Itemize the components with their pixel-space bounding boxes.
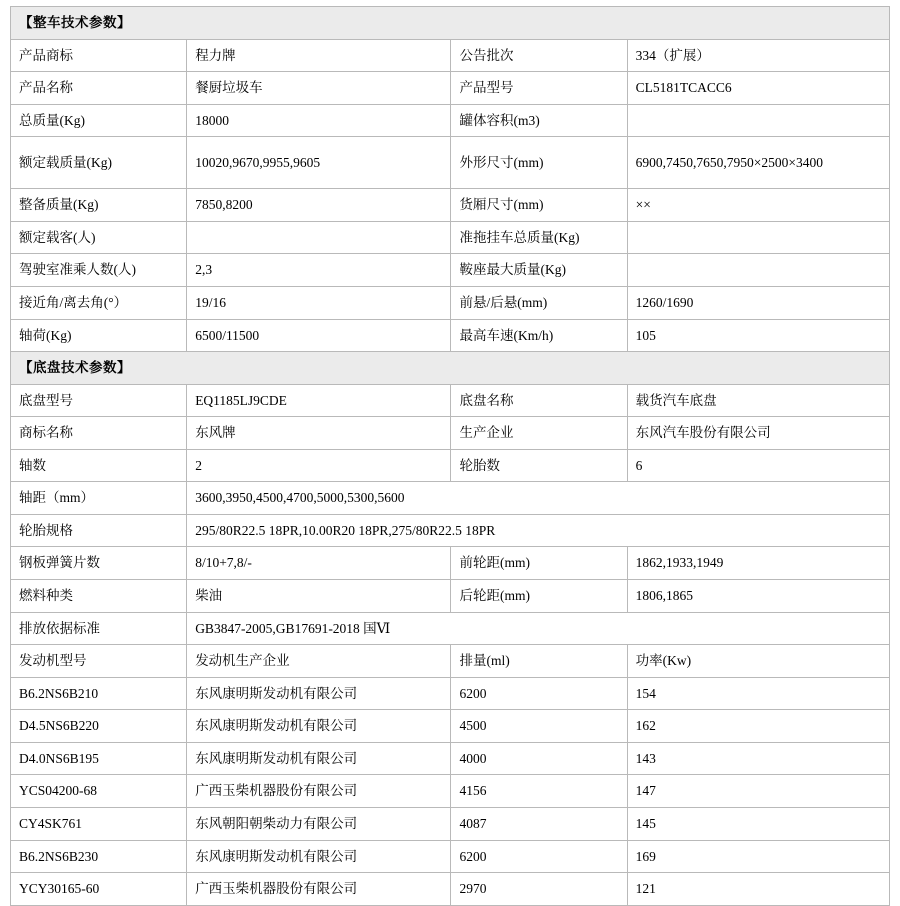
row-label: 额定载客(人): [11, 221, 187, 254]
table-row: [11, 449, 890, 482]
engine-displacement: 6200: [451, 840, 627, 873]
table-row: [11, 319, 890, 352]
engine-manufacturer: 东风康明斯发动机有限公司: [187, 677, 451, 710]
table-row: [11, 807, 890, 840]
engine-model: YCS04200-68: [11, 775, 187, 808]
row-label: 产品型号: [451, 72, 627, 105]
row-value: 3600,3950,4500,4700,5000,5300,5600: [187, 482, 890, 515]
row-value: 18000: [187, 104, 451, 137]
table-row: [11, 72, 890, 105]
row-value: GB3847-2005,GB17691-2018 国Ⅵ: [187, 612, 890, 645]
row-label: 外形尺寸(mm): [451, 137, 627, 189]
row-value: 6: [627, 449, 889, 482]
row-value: [627, 221, 889, 254]
section-title-vehicle: 【整车技术参数】: [11, 7, 890, 40]
row-value: 1806,1865: [627, 580, 889, 613]
row-value: 295/80R22.5 18PR,10.00R20 18PR,275/80R22.5 18PR: [187, 514, 890, 547]
table-row: [11, 137, 890, 189]
row-value: 东风牌: [187, 417, 451, 450]
vehicle-spec-table: [10, 6, 890, 906]
engine-model: D4.0NS6B195: [11, 742, 187, 775]
row-value: [627, 254, 889, 287]
row-value: [627, 104, 889, 137]
table-row: [11, 254, 890, 287]
row-label: 轴荷(Kg): [11, 319, 187, 352]
row-label: 额定载质量(Kg): [11, 137, 187, 189]
engine-model: B6.2NS6B230: [11, 840, 187, 873]
table-row: [11, 840, 890, 873]
row-value: 105: [627, 319, 889, 352]
table-row: [11, 286, 890, 319]
row-label: 公告批次: [451, 39, 627, 72]
table-row: [11, 482, 890, 515]
row-value: 6500/11500: [187, 319, 451, 352]
table-row: [11, 514, 890, 547]
table-row: [11, 104, 890, 137]
engine-power: 169: [627, 840, 889, 873]
table-row: [11, 580, 890, 613]
row-label: 鞍座最大质量(Kg): [451, 254, 627, 287]
table-row: [11, 384, 890, 417]
row-label: 准拖挂车总质量(Kg): [451, 221, 627, 254]
table-row: [11, 677, 890, 710]
table-row: [11, 221, 890, 254]
table-row: [11, 775, 890, 808]
row-label: 轴距（mm）: [11, 482, 187, 515]
row-value: CL5181TCACC6: [627, 72, 889, 105]
table-row: [11, 417, 890, 450]
row-label: 轴数: [11, 449, 187, 482]
row-label: 生产企业: [451, 417, 627, 450]
table-row: [11, 39, 890, 72]
engine-table-header-row: [11, 645, 890, 678]
row-value: 2: [187, 449, 451, 482]
table-row: [11, 873, 890, 906]
row-label: 后轮距(mm): [451, 580, 627, 613]
row-label: 商标名称: [11, 417, 187, 450]
row-label: 前轮距(mm): [451, 547, 627, 580]
row-value: [187, 221, 451, 254]
table-row: [11, 547, 890, 580]
engine-manufacturer: 东风康明斯发动机有限公司: [187, 742, 451, 775]
engine-manufacturer: 东风康明斯发动机有限公司: [187, 840, 451, 873]
engine-displacement: 4500: [451, 710, 627, 743]
engine-col-header-model: 发动机型号: [11, 645, 187, 678]
row-label: 总质量(Kg): [11, 104, 187, 137]
row-value: 2,3: [187, 254, 451, 287]
row-label: 轮胎数: [451, 449, 627, 482]
row-label: 排放依据标准: [11, 612, 187, 645]
row-value: ××: [627, 189, 889, 222]
row-label: 产品商标: [11, 39, 187, 72]
engine-manufacturer: 东风朝阳朝柴动力有限公司: [187, 807, 451, 840]
section-header-row: [11, 352, 890, 385]
row-label: 产品名称: [11, 72, 187, 105]
engine-col-header-manufacturer: 发动机生产企业: [187, 645, 451, 678]
engine-displacement: 4000: [451, 742, 627, 775]
engine-power: 145: [627, 807, 889, 840]
section-header-row: [11, 7, 890, 40]
engine-power: 121: [627, 873, 889, 906]
row-value: 334（扩展）: [627, 39, 889, 72]
table-row: [11, 742, 890, 775]
engine-model: YCY30165-60: [11, 873, 187, 906]
table-row: [11, 189, 890, 222]
engine-power: 143: [627, 742, 889, 775]
engine-model: CY4SK761: [11, 807, 187, 840]
section-title-chassis: 【底盘技术参数】: [11, 352, 890, 385]
row-label: 货厢尺寸(mm): [451, 189, 627, 222]
row-value: 19/16: [187, 286, 451, 319]
engine-col-header-displacement: 排量(ml): [451, 645, 627, 678]
row-label: 轮胎规格: [11, 514, 187, 547]
row-value: 7850,8200: [187, 189, 451, 222]
row-value: EQ1185LJ9CDE: [187, 384, 451, 417]
engine-power: 154: [627, 677, 889, 710]
row-value: 6900,7450,7650,7950×2500×3400: [627, 137, 889, 189]
engine-manufacturer: 广西玉柴机器股份有限公司: [187, 775, 451, 808]
row-label: 整备质量(Kg): [11, 189, 187, 222]
row-label: 底盘名称: [451, 384, 627, 417]
row-label: 接近角/离去角(°）: [11, 286, 187, 319]
table-row: [11, 612, 890, 645]
engine-model: D4.5NS6B220: [11, 710, 187, 743]
engine-power: 147: [627, 775, 889, 808]
engine-power: 162: [627, 710, 889, 743]
row-value: 1862,1933,1949: [627, 547, 889, 580]
row-label: 燃料种类: [11, 580, 187, 613]
row-value: 柴油: [187, 580, 451, 613]
row-value: 程力牌: [187, 39, 451, 72]
engine-model: B6.2NS6B210: [11, 677, 187, 710]
engine-displacement: 4156: [451, 775, 627, 808]
engine-manufacturer: 广西玉柴机器股份有限公司: [187, 873, 451, 906]
row-value: 餐厨垃圾车: [187, 72, 451, 105]
row-label: 罐体容积(m3): [451, 104, 627, 137]
engine-displacement: 2970: [451, 873, 627, 906]
row-value: 8/10+7,8/-: [187, 547, 451, 580]
row-value: 1260/1690: [627, 286, 889, 319]
engine-col-header-power: 功率(Kw): [627, 645, 889, 678]
row-value: 东风汽车股份有限公司: [627, 417, 889, 450]
row-label: 底盘型号: [11, 384, 187, 417]
engine-manufacturer: 东风康明斯发动机有限公司: [187, 710, 451, 743]
row-value: 10020,9670,9955,9605: [187, 137, 451, 189]
engine-displacement: 6200: [451, 677, 627, 710]
row-label: 钢板弹簧片数: [11, 547, 187, 580]
engine-displacement: 4087: [451, 807, 627, 840]
row-value: 载货汽车底盘: [627, 384, 889, 417]
row-label: 最高车速(Km/h): [451, 319, 627, 352]
row-label: 前悬/后悬(mm): [451, 286, 627, 319]
row-label: 驾驶室准乘人数(人): [11, 254, 187, 287]
table-row: [11, 710, 890, 743]
